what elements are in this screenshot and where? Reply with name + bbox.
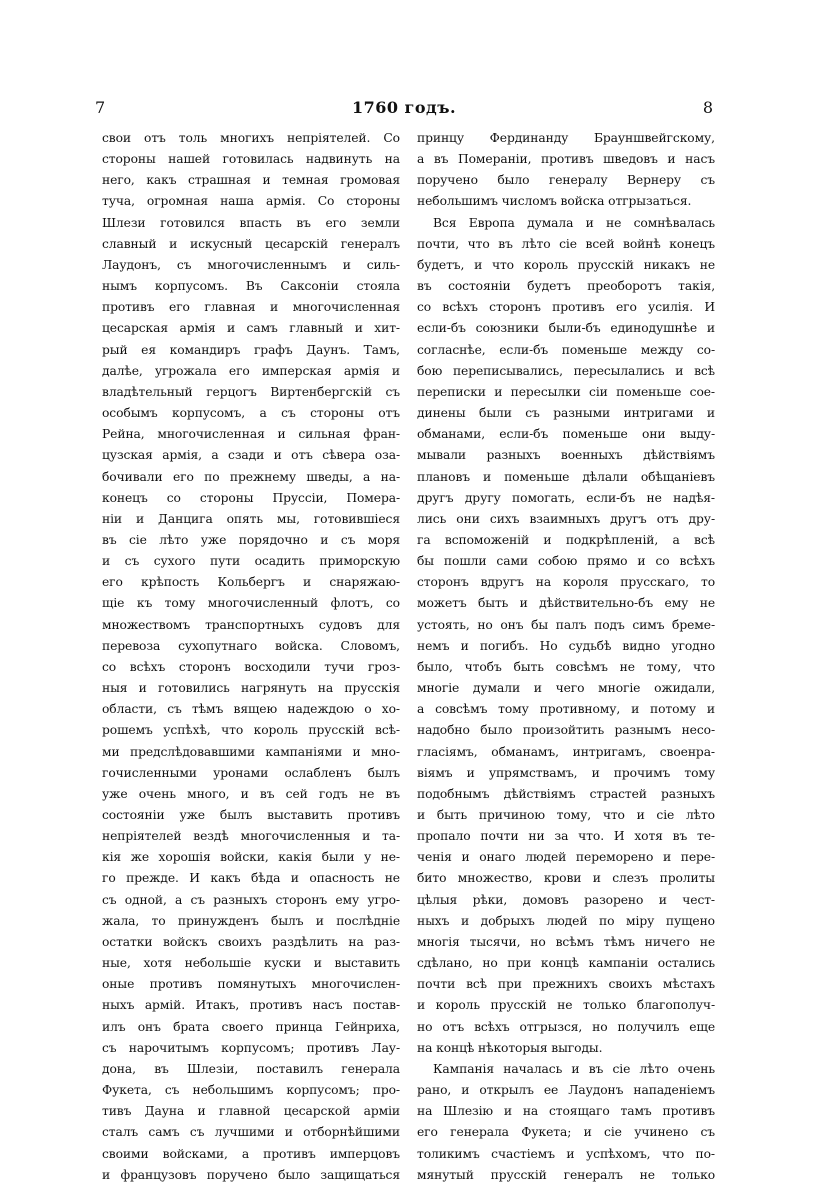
text-line: подобнымъ дѣйствіямъ страстей разныхъ	[417, 786, 715, 801]
text-line: ченія и онаго людей переморено и пере-	[417, 850, 715, 865]
text-line: его крѣпость Кольбергъ и снаряжаю-	[102, 575, 400, 590]
text-line: сталъ самъ съ лучшими и отборнѣйшими	[102, 1125, 400, 1140]
text-line: можетъ быть и дѣйствительно-бъ ему не	[417, 596, 715, 611]
text-line: сторонъ вдругъ на короля прусскаго, то	[417, 575, 715, 590]
text-line: владѣтельный герцогъ Виртенбергскій съ	[102, 384, 400, 399]
text-line: на Шлезію и на стоящаго тамъ противъ	[417, 1104, 715, 1119]
text-line: въ сіе лѣто уже порядочно и съ моря	[102, 532, 400, 547]
text-line: непріятелей вездѣ многочисленныя и та-	[102, 829, 400, 844]
text-line: обманами, если-бъ поменьше они выду-	[417, 427, 715, 442]
text-line: но отъ всѣхъ отгрызся, но получилъ еще	[417, 1019, 715, 1034]
text-line: противъ его главная и многочисленная	[102, 300, 400, 315]
text-line: въ состояніи будетъ преоборотъ такія,	[417, 279, 715, 294]
text-line: рый ея командиръ графъ Даунъ. Тамъ,	[102, 342, 400, 357]
text-line: свои отъ толь многихъ непріятелей. Со	[102, 131, 400, 145]
text-line: лись они сихъ взаимныхъ другъ отъ дру-	[417, 511, 715, 526]
text-line: стороны нашей готовилась надвинуть на	[102, 152, 400, 167]
text-line: ныхъ армій. Итакъ, противъ насъ постав-	[102, 998, 400, 1013]
text-line: бито множество, крови и слезъ пролиты	[417, 871, 715, 886]
text-line: цесарская армія и самъ главный и хит-	[102, 321, 400, 336]
text-line: его генерала Фукета; и сіе учинено съ	[417, 1125, 715, 1140]
text-line: него, какъ страшная и темная громовая	[102, 173, 400, 188]
text-line: переписки и пересылки сіи поменьше сое-	[417, 384, 715, 399]
text-line: Вся Европа думала и не сомнѣвалась	[433, 215, 715, 230]
text-line: Рейна, многочисленная и сильная фран-	[102, 427, 400, 442]
text-line: своими войсками, а противъ имперцовъ	[102, 1146, 400, 1161]
text-line: ныя и готовились нагрянуть на прусскія	[102, 681, 400, 696]
text-line: на концѣ нѣкоторыя выгоды.	[417, 1040, 603, 1055]
text-line: Кампанія началась и въ сіе лѣто очень	[433, 1061, 715, 1076]
text-line: другъ другу помогать, если-бъ не надѣя-	[417, 490, 715, 505]
text-line: остатки войскъ своихъ раздѣлить на раз-	[102, 934, 400, 949]
text-line: рошемъ успѣхѣ, что король прусскій всѣ-	[102, 723, 400, 738]
text-line: бы пошли сами собою прямо и со всѣхъ	[417, 554, 715, 569]
text-line: множествомъ транспортныхъ судовъ для	[102, 617, 400, 632]
page-number-left: 7	[95, 98, 106, 117]
text-line: гласіямъ, обманамъ, интригамъ, своенра-	[417, 744, 715, 759]
text-line: съ одной, а съ разныхъ сторонъ ему угро-	[102, 892, 400, 907]
text-line: тивъ Дауна и главной цесарской арміи	[102, 1104, 400, 1119]
text-line: оные противъ помянутыхъ многочислен-	[102, 977, 400, 992]
text-line: Лаудонъ, съ многочисленнымъ и силь-	[102, 257, 400, 272]
text-line: уже очень много, и въ сей годъ не въ	[102, 786, 400, 801]
text-line: со всѣхъ сторонъ противъ его усилія. И	[417, 300, 715, 315]
text-line: кія же хорошія войски, какія были у не-	[102, 850, 400, 865]
text-line: области, съ тѣмъ вящею надеждою о хо-	[102, 702, 400, 717]
running-title: 1760 годъ.	[351, 98, 457, 117]
text-line: нымъ корпусомъ. Въ Саксоніи стояла	[102, 279, 400, 294]
text-line: почти всѣ при прежнихъ своихъ мѣстахъ	[417, 977, 715, 992]
text-line: га вспоможеній и подкрѣпленій, а всѣ	[417, 532, 715, 547]
text-line: немъ и погибъ. Но судьбѣ видно угодно	[417, 638, 715, 653]
text-line: со всѣхъ сторонъ восходили тучи гроз-	[102, 659, 400, 674]
text-line: и съ сухого пути осадить приморскую	[102, 554, 400, 569]
text-line: было, чтобъ быть совсѣмъ не тому, что	[417, 659, 715, 674]
text-line: согласнѣе, если-бъ поменьше между со-	[417, 342, 715, 357]
right-text-column	[417, 128, 715, 1186]
text-line: бою переписывались, пересылались и всѣ	[417, 363, 715, 378]
text-line: почти, что въ лѣто сіе всей войнѣ конецъ	[417, 236, 715, 251]
text-line: съ нарочитымъ корпусомъ; противъ Лау-	[102, 1040, 400, 1055]
text-line: поручено было генералу Вернеру съ	[417, 173, 715, 188]
page-header	[95, 98, 713, 122]
text-line: устоять, но онъ бы палъ подъ симъ бреме-	[417, 617, 715, 632]
text-line: віямъ и упрямствамъ, и прочимъ тому	[417, 765, 715, 780]
text-line: надобно было произойтить разнымъ несо-	[417, 723, 715, 738]
text-line: Шлези готовился впасть въ его земли	[102, 215, 400, 230]
page-number-right: 8	[702, 98, 713, 117]
text-line: цузская армія, а сзади и отъ сѣвера оза-	[102, 448, 400, 463]
text-line: толикимъ счастіемъ и успѣхомъ, что по-	[417, 1146, 715, 1161]
text-line: особымъ корпусомъ, а съ стороны отъ	[102, 406, 400, 421]
text-line: туча, огромная наша армія. Со стороны	[102, 194, 400, 209]
text-line: мывали разныхъ военныхъ дѣйствіямъ	[417, 448, 715, 463]
text-line: ми предслѣдовавшими кампаніями и мно-	[102, 744, 400, 759]
text-line: ные, хотя небольшіе куски и выставить	[102, 956, 400, 971]
text-line: а совсѣмъ тому противному, и потому и	[417, 702, 715, 717]
text-line: и быть причиною тому, что и сіе лѣто	[417, 808, 715, 822]
text-line: гочисленными уронами ослабленъ былъ	[102, 765, 400, 780]
text-line: сдѣлано, но при концѣ кампаніи остались	[417, 956, 715, 971]
text-line: плановъ и поменьше дѣлали обѣщаніевъ	[417, 469, 715, 484]
text-line: жала, то принужденъ былъ и послѣдніе	[102, 913, 400, 928]
text-line: мянутый прусскій генералъ не только	[417, 1167, 715, 1182]
text-line: многія тысячи, но всѣмъ тѣмъ ничего не	[417, 934, 715, 949]
text-line: рано, и открылъ ее Лаудонъ нападеніемъ	[417, 1083, 715, 1098]
text-line: ніи и Данцига опять мы, готовившіеся	[102, 511, 400, 526]
text-line: щіе къ тому многочисленный флотъ, со	[102, 596, 400, 611]
text-line: динены были съ разными интригами и	[417, 406, 715, 421]
text-line: далѣе, угрожала его имперская армія и	[102, 363, 400, 378]
text-line: илъ онъ брата своего принца Гейнриха,	[102, 1019, 400, 1034]
text-line: будетъ, и что король прусскій никакъ не	[417, 257, 715, 272]
text-line: цѣлыя рѣки, домовъ разорено и чест-	[417, 892, 715, 907]
text-line: Фукета, съ небольшимъ корпусомъ; про-	[102, 1083, 400, 1098]
left-text-column	[102, 128, 400, 1186]
text-line: перевоза сухопутнаго войска. Словомъ,	[102, 638, 400, 653]
text-line: го прежде. И какъ бѣда и опасность не	[102, 871, 400, 886]
text-line: пропало почти ни за что. И хотя въ те-	[417, 829, 715, 844]
text-line: славный и искусный цесарскій генералъ	[102, 236, 400, 251]
text-line: ныхъ и добрыхъ людей по міру пущено	[417, 913, 715, 928]
text-line: а въ Помераніи, противъ шведовъ и насъ	[417, 152, 715, 167]
text-line: принцу Фердинанду Брауншвейгскому,	[417, 131, 715, 145]
text-line: многіе думали и чего многіе ожидали,	[417, 681, 715, 696]
text-line: состояніи уже былъ выставить противъ	[102, 808, 400, 822]
text-line: конецъ со стороны Пруссіи, Помера-	[102, 490, 400, 505]
text-line: и французовъ поручено было защищаться	[102, 1167, 400, 1182]
text-line: и король прусскій не только благополуч-	[417, 998, 715, 1013]
text-line: небольшимъ числомъ войска отгрызаться.	[417, 194, 692, 209]
text-line: дона, въ Шлезіи, поставилъ генерала	[102, 1061, 400, 1076]
text-line: бочивали его по прежнему шведы, а на-	[102, 469, 400, 484]
text-line: если-бъ союзники были-бъ единодушнѣе и	[417, 321, 715, 336]
